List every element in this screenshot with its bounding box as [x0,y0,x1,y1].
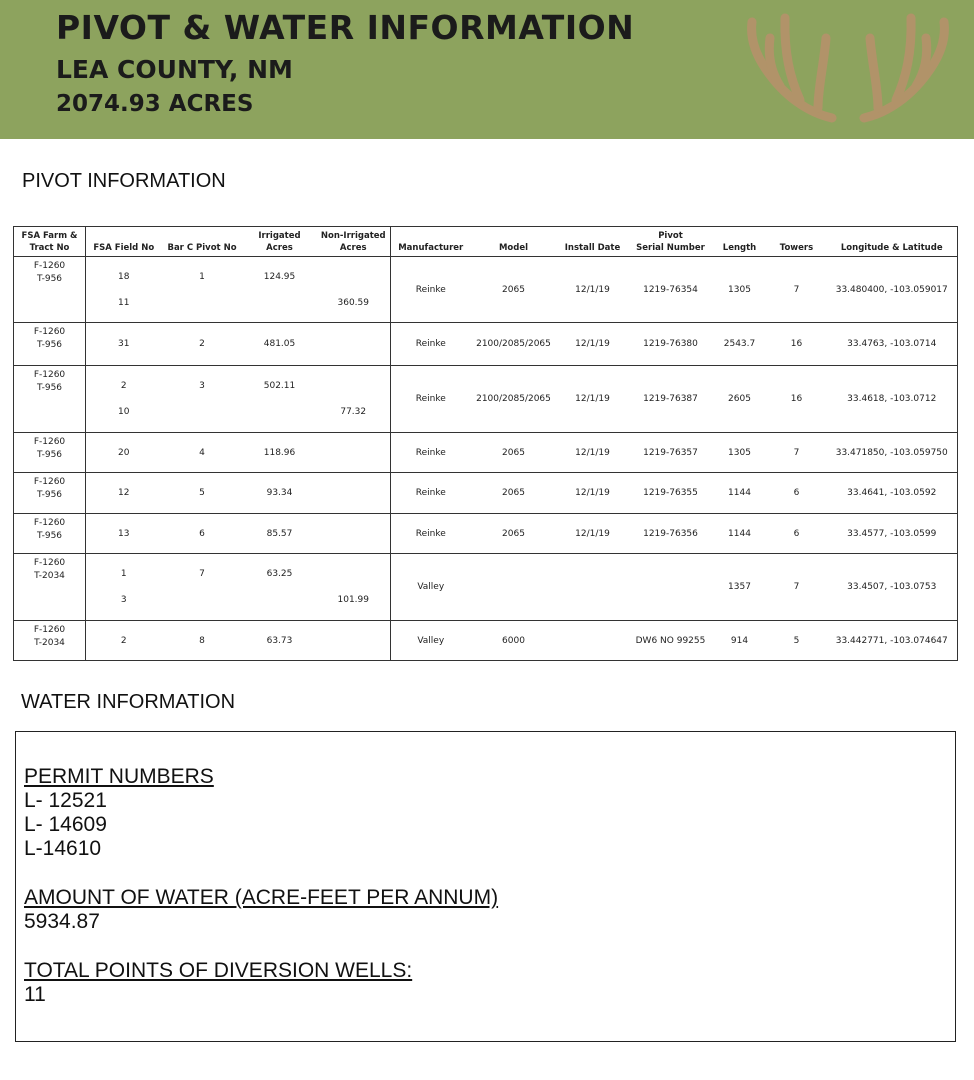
install-date-cell: 12/1/19 [557,323,629,366]
irrigated-cell: 502.11 [243,366,317,433]
towers-cell: 7 [767,257,827,323]
model-cell: 2065 [471,514,557,554]
table-header-row [14,227,958,257]
wells-heading: TOTAL POINTS OF DIVERSION WELLS: [24,959,413,982]
serial-cell: 1219-76380 [629,323,713,366]
manufacturer-cell: Reinke [391,323,471,366]
irrigated-cell: 85.57 [243,514,317,554]
length-cell: 1305 [713,433,767,473]
pivot-cell: 5 [162,473,243,514]
tract-cell: F-1260 T-956 [14,257,86,323]
header-banner [0,0,974,139]
length-cell: 1305 [713,257,767,323]
coords-cell: 33.4577, -103.0599 [827,514,958,554]
acreage-subtitle: 2074.93 ACRES [56,91,254,117]
water-amount-heading: AMOUNT OF WATER (ACRE-FEET PER ANNUM) [24,886,499,909]
page-title: PIVOT & WATER INFORMATION [56,8,635,47]
water-info-box [15,731,956,1042]
non-irrigated-cell: 101.99 [317,554,391,621]
serial-cell: 1219-76387 [629,366,713,433]
coords-cell: 33.4763, -103.0714 [827,323,958,366]
field-cell: 13 [86,514,162,554]
pivot-cell: 4 [162,433,243,473]
field-cell: 2 10 [86,366,162,433]
manufacturer-cell: Reinke [391,473,471,514]
serial-cell: 1219-76354 [629,257,713,323]
towers-cell: 7 [767,554,827,621]
coords-cell: 33.4641, -103.0592 [827,473,958,514]
install-date-cell [557,621,629,661]
towers-cell: 16 [767,366,827,433]
col-pivot: Bar C Pivot No [162,227,243,257]
pivot-cell: 6 [162,514,243,554]
serial-cell: 1219-76355 [629,473,713,514]
model-cell: 6000 [471,621,557,661]
towers-cell: 6 [767,473,827,514]
col-irrigated: Irrigated Acres [243,227,317,257]
col-model: Model [471,227,557,257]
manufacturer-cell: Valley [391,554,471,621]
table-row [14,514,958,554]
coords-cell: 33.442771, -103.074647 [827,621,958,661]
model-cell: 2065 [471,473,557,514]
serial-cell: 1219-76357 [629,433,713,473]
model-cell: 2065 [471,433,557,473]
coords-cell: 33.480400, -103.059017 [827,257,958,323]
non-irrigated-cell [317,433,391,473]
towers-cell: 6 [767,514,827,554]
model-cell: 2065 [471,257,557,323]
serial-cell: 1219-76356 [629,514,713,554]
antlers-icon [740,8,956,126]
col-serial: Pivot Serial Number [629,227,713,257]
manufacturer-cell: Reinke [391,433,471,473]
irrigated-cell: 118.96 [243,433,317,473]
table-row [14,323,958,366]
coords-cell: 33.471850, -103.059750 [827,433,958,473]
coords-cell: 33.4618, -103.0712 [827,366,958,433]
permit-number: L-14610 [24,837,102,860]
towers-cell: 7 [767,433,827,473]
tract-cell: F-1260 T-956 [14,473,86,514]
non-irrigated-cell [317,621,391,661]
length-cell: 2605 [713,366,767,433]
tract-cell: F-1260 T-2034 [14,621,86,661]
non-irrigated-cell [317,514,391,554]
tract-cell: F-1260 T-956 [14,514,86,554]
irrigated-cell: 63.73 [243,621,317,661]
water-section-title: WATER INFORMATION [21,691,236,713]
irrigated-cell: 93.34 [243,473,317,514]
length-cell: 1357 [713,554,767,621]
col-non-irrigated: Non-Irrigated Acres [317,227,391,257]
length-cell: 914 [713,621,767,661]
table-row [14,473,958,514]
manufacturer-cell: Reinke [391,366,471,433]
wells-value: 11 [24,983,46,1006]
model-cell: 2100/2085/2065 [471,366,557,433]
table-row [14,621,958,661]
table-row [14,366,958,433]
field-cell: 31 [86,323,162,366]
towers-cell: 5 [767,621,827,661]
field-cell: 18 11 [86,257,162,323]
length-cell: 2543.7 [713,323,767,366]
install-date-cell: 12/1/19 [557,366,629,433]
install-date-cell: 12/1/19 [557,433,629,473]
permit-heading: PERMIT NUMBERS [24,765,214,788]
tract-cell: F-1260 T-956 [14,323,86,366]
install-date-cell [557,554,629,621]
field-cell: 12 [86,473,162,514]
install-date-cell: 12/1/19 [557,473,629,514]
coords-cell: 33.4507, -103.0753 [827,554,958,621]
model-cell: 2100/2085/2065 [471,323,557,366]
tract-cell: F-1260 T-2034 [14,554,86,621]
model-cell [471,554,557,621]
pivot-cell: 3 [162,366,243,433]
irrigated-cell: 481.05 [243,323,317,366]
pivot-cell: 8 [162,621,243,661]
length-cell: 1144 [713,473,767,514]
manufacturer-cell: Reinke [391,514,471,554]
table-row [14,257,958,323]
col-field: FSA Field No [86,227,162,257]
table-row [14,554,958,621]
field-cell: 1 3 [86,554,162,621]
pivot-cell: 7 [162,554,243,621]
water-amount-value: 5934.87 [24,910,100,933]
irrigated-cell: 124.95 [243,257,317,323]
col-coords: Longitude & Latitude [827,227,958,257]
manufacturer-cell: Valley [391,621,471,661]
field-cell: 20 [86,433,162,473]
non-irrigated-cell [317,473,391,514]
col-manufacturer: Manufacturer [391,227,471,257]
col-towers: Towers [767,227,827,257]
towers-cell: 16 [767,323,827,366]
permit-number: L- 14609 [24,813,107,836]
pivot-table [13,226,958,661]
irrigated-cell: 63.25 [243,554,317,621]
length-cell: 1144 [713,514,767,554]
pivot-cell: 2 [162,323,243,366]
permit-number: L- 12521 [24,789,107,812]
serial-cell [629,554,713,621]
county-subtitle: LEA COUNTY, NM [56,55,293,84]
col-length: Length [713,227,767,257]
install-date-cell: 12/1/19 [557,257,629,323]
field-cell: 2 [86,621,162,661]
col-tract: FSA Farm & Tract No [14,227,86,257]
non-irrigated-cell [317,323,391,366]
manufacturer-cell: Reinke [391,257,471,323]
col-install-date: Install Date [557,227,629,257]
pivot-cell: 1 [162,257,243,323]
tract-cell: F-1260 T-956 [14,366,86,433]
non-irrigated-cell: 360.59 [317,257,391,323]
pivot-section-title: PIVOT INFORMATION [22,170,226,192]
tract-cell: F-1260 T-956 [14,433,86,473]
non-irrigated-cell: 77.32 [317,366,391,433]
serial-cell: DW6 NO 99255 [629,621,713,661]
install-date-cell: 12/1/19 [557,514,629,554]
table-row [14,433,958,473]
